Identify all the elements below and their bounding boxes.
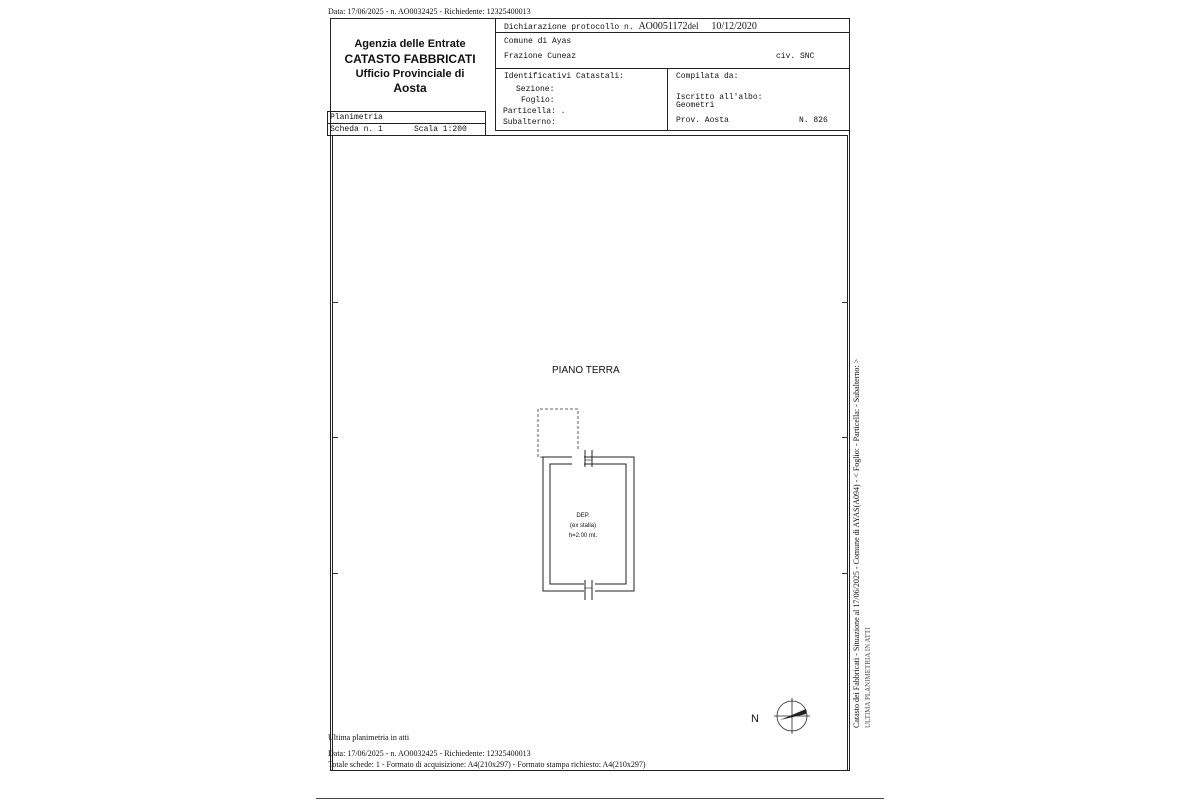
room-note: (ex stalla)	[569, 523, 596, 529]
protocol-date: 10/12/2020	[711, 21, 757, 32]
numero-albo: N. 826	[799, 116, 828, 125]
albo-value: Geometri	[676, 101, 715, 110]
scala-text: Scala 1:200	[414, 125, 467, 134]
frazione-text: Frazione Cuneaz	[504, 52, 577, 61]
sezione-label: Sezione:	[516, 85, 555, 94]
dashed-annex	[538, 409, 578, 457]
civico-text: civ. SNC	[776, 52, 815, 61]
catasto-title: CATASTO FABBRICATI	[344, 52, 476, 66]
protocol-line	[504, 21, 757, 32]
prov-text: Prov. Aosta	[676, 116, 729, 125]
tick-right-2	[842, 437, 848, 438]
address-divider	[495, 68, 850, 69]
floor-plan	[530, 402, 640, 608]
tick-left-2	[332, 437, 338, 438]
id-compilata-divider	[667, 68, 668, 131]
foglio-label: Foglio:	[521, 96, 555, 105]
tick-right-3	[842, 573, 848, 574]
protocol-number: AO0051172	[638, 21, 688, 32]
agency-name: Agenzia delle Entrate	[354, 38, 466, 50]
page-bottom-line	[316, 798, 884, 799]
scheda-text: Scheda n. 1	[330, 125, 383, 134]
header-request-line: Data: 17/06/2025 - n. AO0032425 - Richiedente: 12325400013	[328, 7, 531, 16]
identificativi-title: Identificativi Catastali:	[504, 72, 625, 81]
planimetria-divider	[327, 123, 486, 124]
comune-text: Comune di Ayas	[504, 37, 572, 46]
protocol-del: del	[687, 21, 699, 31]
north-arrow-icon	[772, 696, 812, 736]
floor-label: PIANO TERRA	[552, 365, 620, 376]
side-extra-text: ULTIMA PLANIMETRIA IN ATTI	[864, 627, 872, 728]
subalterno-label: Subalterno:	[503, 118, 556, 127]
tick-left-1	[332, 302, 338, 303]
frame-top	[330, 18, 850, 19]
compilata-title: Compilata da:	[676, 72, 739, 81]
tick-left-3	[332, 573, 338, 574]
protocol-label: Dichiarazione protocollo n.	[504, 23, 634, 32]
footer-ultima: Ultima planimetria in atti	[328, 733, 410, 742]
ufficio-label: Ufficio Provinciale di	[355, 68, 465, 80]
tick-right-1	[842, 302, 848, 303]
room-label	[558, 511, 608, 541]
ufficio-city: Aosta	[393, 81, 427, 95]
protocol-divider	[495, 32, 850, 33]
side-catasto-text: Catasto dei Fabbricati - Situazione al 17/06/2025 - Comune di AYAS(A094) - < Foglio: - Particella: - Subalterno: >	[852, 358, 861, 728]
albo-label: Iscritto all'albo:	[676, 93, 763, 102]
north-label: N	[751, 713, 759, 725]
agency-separator	[495, 18, 496, 131]
footer-totale: Totale schede: 1 - Formato di acquisizione: A4(210x297) - Formato stampa richiesto: A4(210x297)	[328, 760, 646, 769]
particella-label: Particella: .	[503, 107, 566, 116]
room-height: h=2.00 mt.	[568, 533, 598, 539]
room-name: DEP.	[576, 513, 590, 519]
planimetria-title: Planimetria	[330, 113, 383, 122]
footer-data-line: Data: 17/06/2025 - n. AO0032425 - Richiedente: 12325400013	[328, 749, 531, 758]
header-bottom-line	[495, 130, 850, 131]
agency-block	[340, 38, 480, 95]
